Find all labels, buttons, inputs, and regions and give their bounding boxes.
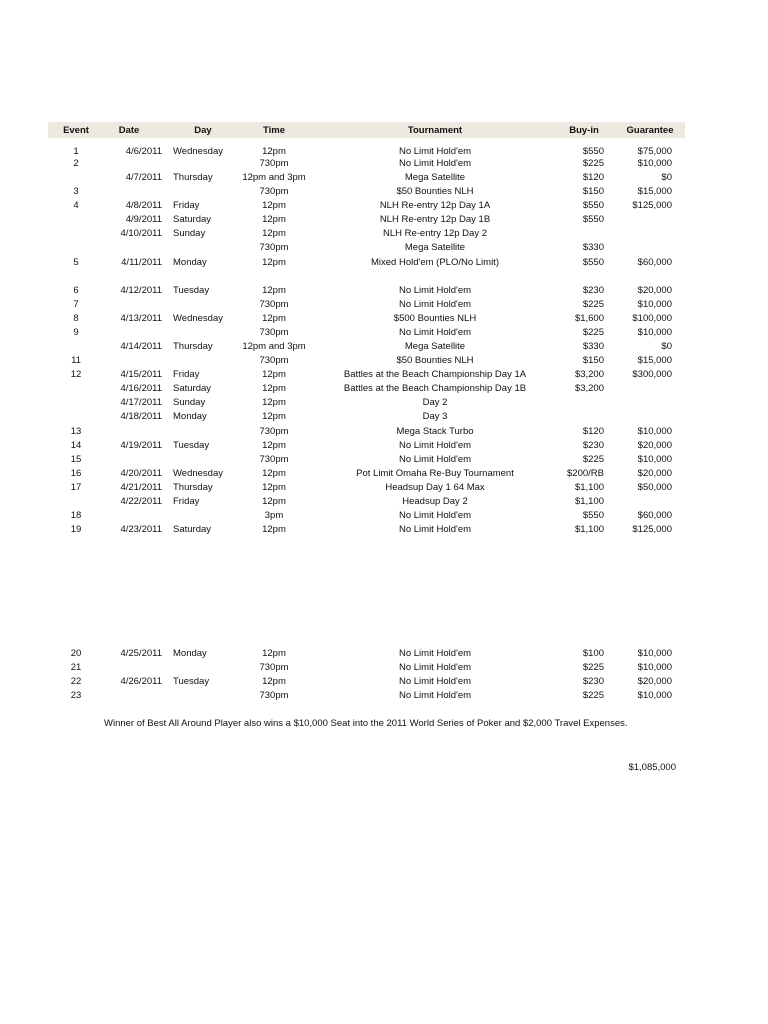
cell-day: Saturday — [173, 383, 212, 394]
cell-event: 14 — [70, 440, 82, 451]
cell-tournament: No Limit Hold'em — [398, 299, 472, 310]
cell-time: 12pm — [262, 411, 286, 422]
cell-guarantee: $20,000 — [637, 468, 672, 479]
cell-guarantee: $10,000 — [637, 158, 672, 169]
cell-tournament: No Limit Hold'em — [398, 648, 472, 659]
cell-event: 5 — [73, 257, 79, 268]
cell-guarantee: $10,000 — [637, 454, 672, 465]
table-header — [48, 122, 685, 138]
cell-tournament: Battles at the Beach Championship Day 1B — [343, 383, 527, 394]
cell-date: 4/15/2011 — [120, 369, 162, 380]
cell-date: 4/25/2011 — [120, 648, 162, 659]
cell-buyin: $330 — [582, 242, 604, 253]
table-row — [0, 481, 768, 495]
table-row — [0, 675, 768, 689]
cell-event: 1 — [73, 146, 79, 157]
cell-buyin: $1,100 — [574, 496, 604, 507]
cell-buyin: $225 — [582, 327, 604, 338]
cell-time: 12pm — [262, 257, 286, 268]
cell-time: 730pm — [259, 662, 289, 673]
table-row — [0, 227, 768, 241]
cell-day: Wednesday — [173, 313, 223, 324]
cell-event: 20 — [70, 648, 82, 659]
cell-tournament: No Limit Hold'em — [398, 158, 472, 169]
cell-tournament: No Limit Hold'em — [398, 146, 472, 157]
cell-day: Tuesday — [173, 285, 210, 296]
cell-guarantee: $15,000 — [637, 355, 672, 366]
table-row — [0, 689, 768, 703]
cell-tournament: No Limit Hold'em — [398, 454, 472, 465]
cell-event: 6 — [73, 285, 79, 296]
cell-time: 12pm — [262, 228, 286, 239]
table-row — [0, 284, 768, 298]
cell-time: 730pm — [259, 299, 289, 310]
table-row — [0, 368, 768, 382]
cell-buyin: $550 — [582, 510, 604, 521]
cell-event: 21 — [70, 662, 82, 673]
cell-tournament: Day 3 — [422, 411, 448, 422]
cell-date: 4/11/2011 — [121, 257, 162, 268]
table-row — [0, 312, 768, 326]
cell-time: 12pm — [262, 440, 286, 451]
cell-day: Thursday — [173, 172, 213, 183]
cell-day: Friday — [173, 496, 200, 507]
table-row — [0, 171, 768, 185]
cell-buyin: $1,100 — [574, 482, 604, 493]
cell-tournament: NLH Re-entry 12p Day 2 — [382, 228, 488, 239]
cell-event: 12 — [70, 369, 82, 380]
cell-day: Saturday — [173, 524, 212, 535]
cell-tournament: Headsup Day 2 — [402, 496, 468, 507]
cell-event: 16 — [70, 468, 82, 479]
cell-guarantee: $50,000 — [637, 482, 672, 493]
cell-buyin: $100 — [582, 648, 604, 659]
cell-tournament: NLH Re-entry 12p Day 1B — [379, 214, 491, 225]
cell-time: 12pm — [262, 146, 286, 157]
cell-time: 12pm — [262, 648, 286, 659]
cell-buyin: $230 — [582, 440, 604, 451]
cell-time: 12pm — [262, 214, 286, 225]
cell-event: 4 — [73, 200, 79, 211]
cell-buyin: $550 — [582, 200, 604, 211]
cell-event: 17 — [70, 482, 82, 493]
cell-event: 7 — [73, 299, 79, 310]
cell-event: 23 — [70, 690, 82, 701]
cell-time: 12pm — [262, 482, 286, 493]
cell-date: 4/26/2011 — [120, 676, 162, 687]
cell-date: 4/13/2011 — [120, 313, 162, 324]
cell-date: 4/10/2011 — [120, 228, 162, 239]
cell-tournament: Mega Satellite — [404, 242, 466, 253]
table-row — [0, 396, 768, 410]
cell-event: 15 — [70, 454, 82, 465]
table-row — [0, 298, 768, 312]
cell-day: Saturday — [173, 214, 212, 225]
header-buyin: Buy-in — [569, 125, 599, 136]
cell-date: 4/6/2011 — [125, 146, 162, 157]
cell-guarantee: $10,000 — [637, 327, 672, 338]
cell-date: 4/20/2011 — [120, 468, 162, 479]
cell-tournament: Headsup Day 1 64 Max — [385, 482, 485, 493]
cell-tournament: No Limit Hold'em — [398, 690, 472, 701]
table-row — [0, 354, 768, 368]
cell-time: 730pm — [259, 242, 289, 253]
cell-time: 12pm — [262, 524, 286, 535]
cell-time: 12pm — [262, 369, 286, 380]
cell-tournament: Pot Limit Omaha Re-Buy Tournament — [356, 468, 514, 479]
cell-guarantee: $0 — [661, 172, 672, 183]
cell-date: 4/17/2011 — [120, 397, 162, 408]
cell-time: 12pm — [262, 468, 286, 479]
cell-time: 730pm — [259, 454, 289, 465]
cell-day: Sunday — [173, 397, 206, 408]
table-row — [0, 495, 768, 509]
cell-guarantee: $125,000 — [632, 524, 672, 535]
table-row — [0, 467, 768, 481]
cell-day: Tuesday — [173, 676, 210, 687]
cell-day: Monday — [173, 648, 207, 659]
table-row — [0, 256, 768, 270]
cell-guarantee: $20,000 — [637, 676, 672, 687]
cell-date: 4/18/2011 — [120, 411, 162, 422]
header-time: Time — [262, 125, 285, 136]
header-tournament: Tournament — [407, 125, 463, 136]
cell-event: 18 — [70, 510, 82, 521]
cell-buyin: $225 — [582, 299, 604, 310]
cell-day: Wednesday — [173, 468, 223, 479]
cell-buyin: $225 — [582, 662, 604, 673]
table-row — [0, 199, 768, 213]
cell-date: 4/9/2011 — [125, 214, 162, 225]
cell-day: Monday — [173, 257, 207, 268]
cell-event: 8 — [73, 313, 79, 324]
cell-time: 730pm — [259, 327, 289, 338]
cell-tournament: $50 Bounties NLH — [396, 186, 474, 197]
cell-buyin: $550 — [582, 257, 604, 268]
cell-time: 12pm — [262, 397, 286, 408]
cell-guarantee: $125,000 — [632, 200, 672, 211]
cell-day: Sunday — [173, 228, 206, 239]
cell-buyin: $3,200 — [574, 369, 604, 380]
cell-date: 4/14/2011 — [120, 341, 162, 352]
cell-time: 12pm — [262, 313, 286, 324]
cell-tournament: No Limit Hold'em — [398, 524, 472, 535]
table-row — [0, 326, 768, 340]
cell-date: 4/16/2011 — [120, 383, 162, 394]
cell-guarantee: $20,000 — [637, 285, 672, 296]
cell-date: 4/22/2011 — [120, 496, 162, 507]
total-guarantee: $1,085,000 — [628, 762, 676, 773]
cell-time: 730pm — [259, 426, 289, 437]
cell-buyin: $550 — [582, 146, 604, 157]
cell-time: 12pm — [262, 676, 286, 687]
cell-date: 4/12/2011 — [120, 285, 162, 296]
cell-tournament: Mega Satellite — [404, 341, 466, 352]
cell-tournament: Mega Satellite — [404, 172, 466, 183]
header-guarantee: Guarantee — [626, 125, 674, 136]
cell-tournament: No Limit Hold'em — [398, 676, 472, 687]
cell-guarantee: $15,000 — [637, 186, 672, 197]
cell-event: 22 — [70, 676, 82, 687]
cell-event: 13 — [70, 426, 82, 437]
table-row — [0, 157, 768, 171]
cell-buyin: $1,100 — [574, 524, 604, 535]
cell-event: 11 — [71, 355, 81, 366]
table-row — [0, 425, 768, 439]
cell-tournament: No Limit Hold'em — [398, 510, 472, 521]
cell-day: Tuesday — [173, 440, 210, 451]
cell-time: 12pm — [262, 200, 286, 211]
cell-time: 12pm — [262, 496, 286, 507]
cell-event: 19 — [70, 524, 82, 535]
table-row — [0, 213, 768, 227]
cell-guarantee: $0 — [661, 341, 672, 352]
cell-guarantee: $300,000 — [632, 369, 672, 380]
cell-time: 730pm — [259, 158, 289, 169]
cell-day: Thursday — [173, 482, 213, 493]
cell-day: Monday — [173, 411, 207, 422]
cell-guarantee: $10,000 — [637, 299, 672, 310]
cell-tournament: Day 2 — [422, 397, 448, 408]
cell-buyin: $225 — [582, 690, 604, 701]
cell-tournament: NLH Re-entry 12p Day 1A — [379, 200, 491, 211]
cell-tournament: No Limit Hold'em — [398, 285, 472, 296]
header-event: Event — [63, 125, 89, 136]
cell-buyin: $330 — [582, 341, 604, 352]
cell-buyin: $225 — [582, 454, 604, 465]
table-row — [0, 453, 768, 467]
cell-tournament: No Limit Hold'em — [398, 440, 472, 451]
cell-buyin: $3,200 — [574, 383, 604, 394]
cell-tournament: Battles at the Beach Championship Day 1A — [343, 369, 527, 380]
cell-event: 2 — [73, 158, 79, 169]
cell-guarantee: $60,000 — [637, 257, 672, 268]
footnote: Winner of Best All Around Player also wins a $10,000 Seat into the 2011 World Series of Poker and $2,000 Travel Expenses. — [104, 718, 628, 729]
header-day: Day — [194, 125, 212, 136]
cell-day: Thursday — [173, 341, 213, 352]
cell-guarantee: $10,000 — [637, 690, 672, 701]
cell-buyin: $1,600 — [574, 313, 604, 324]
cell-time: 12pm and 3pm — [242, 172, 306, 183]
cell-time: 730pm — [259, 186, 289, 197]
cell-guarantee: $20,000 — [637, 440, 672, 451]
cell-tournament: $50 Bounties NLH — [396, 355, 474, 366]
cell-time: 12pm — [262, 383, 286, 394]
header-date: Date — [118, 125, 140, 136]
table-row — [0, 241, 768, 255]
cell-day: Wednesday — [173, 146, 223, 157]
cell-time: 12pm and 3pm — [242, 341, 306, 352]
table-row — [0, 340, 768, 354]
cell-time: 12pm — [262, 285, 286, 296]
cell-tournament: Mixed Hold'em (PLO/No Limit) — [371, 257, 499, 268]
cell-time: 730pm — [259, 690, 289, 701]
cell-buyin: $150 — [582, 186, 604, 197]
cell-guarantee: $10,000 — [637, 426, 672, 437]
cell-date: 4/23/2011 — [120, 524, 162, 535]
cell-guarantee: $60,000 — [637, 510, 672, 521]
cell-guarantee: $10,000 — [637, 648, 672, 659]
cell-buyin: $150 — [582, 355, 604, 366]
table-row — [0, 523, 768, 537]
cell-tournament: No Limit Hold'em — [398, 327, 472, 338]
table-row — [0, 661, 768, 675]
cell-buyin: $550 — [582, 214, 604, 225]
cell-guarantee: $75,000 — [637, 146, 672, 157]
cell-date: 4/19/2011 — [120, 440, 162, 451]
table-row — [0, 439, 768, 453]
cell-date: 4/21/2011 — [120, 482, 162, 493]
cell-tournament: Mega Stack Turbo — [396, 426, 474, 437]
cell-time: 3pm — [264, 510, 284, 521]
table-row — [0, 509, 768, 523]
cell-tournament: $500 Bounties NLH — [393, 313, 477, 324]
cell-guarantee: $100,000 — [632, 313, 672, 324]
cell-day: Friday — [173, 200, 200, 211]
cell-guarantee: $10,000 — [637, 662, 672, 673]
cell-date: 4/8/2011 — [125, 200, 162, 211]
cell-event: 3 — [73, 186, 79, 197]
cell-buyin: $225 — [582, 158, 604, 169]
cell-buyin: $120 — [582, 172, 604, 183]
cell-buyin: $230 — [582, 676, 604, 687]
cell-date: 4/7/2011 — [125, 172, 162, 183]
table-row — [0, 647, 768, 661]
table-row — [0, 382, 768, 396]
cell-buyin: $230 — [582, 285, 604, 296]
table-row — [0, 410, 768, 424]
table-row — [0, 185, 768, 199]
cell-buyin: $120 — [582, 426, 604, 437]
cell-tournament: No Limit Hold'em — [398, 662, 472, 673]
cell-time: 730pm — [259, 355, 289, 366]
cell-buyin: $200/RB — [567, 468, 604, 479]
cell-event: 9 — [73, 327, 79, 338]
cell-day: Friday — [173, 369, 200, 380]
